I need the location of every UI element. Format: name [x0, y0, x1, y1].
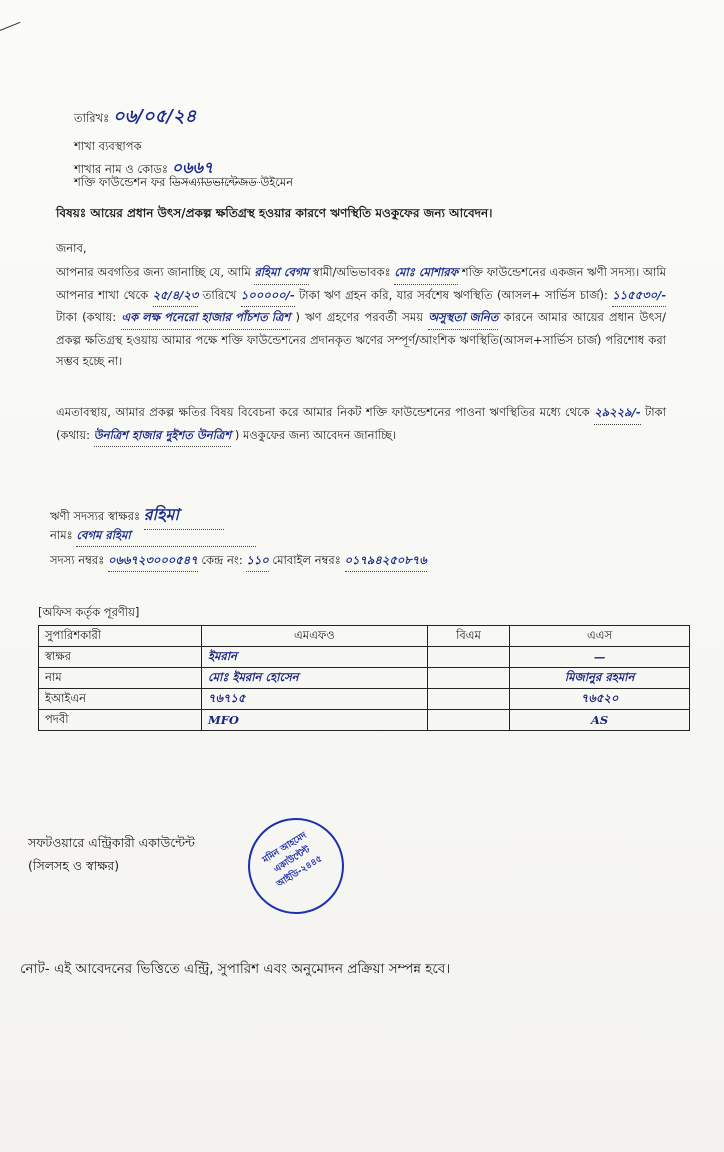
table-row: [39, 689, 690, 710]
p2-text-c: ) মওকুফের জন্য আবেদন জানাচ্ছি।: [234, 427, 397, 442]
cause-handwritten: অসুস্থতা জনিত: [428, 307, 498, 330]
office-col-recommender: সুপারিশকারী: [39, 626, 202, 647]
table-row: [39, 668, 690, 689]
date-label: তারিখঃ: [74, 111, 110, 125]
table-row: [39, 647, 690, 668]
member-number-line: [50, 552, 427, 572]
accountant-seal-stamp: [230, 800, 362, 932]
loan-amount-handwritten: ১০০০০০/-: [241, 285, 295, 308]
row-label-designation: পদবী: [39, 710, 202, 731]
office-table: [38, 625, 690, 731]
mfo-name: মোঃ ইমরান হোসেন: [202, 668, 428, 689]
mfo-designation: MFO: [202, 710, 428, 731]
p1-text-d: তারিখে: [202, 287, 237, 302]
office-col-mfo: এমএফও: [202, 626, 428, 647]
row-label-ein: ইআইএন: [39, 689, 202, 710]
office-col-bm: বিএম: [427, 626, 509, 647]
page-fold-mark: [0, 22, 21, 32]
accountant-seal-note: (সিলসহ ও স্বাক্ষর): [28, 858, 120, 873]
office-header-row: [39, 626, 690, 647]
member-name-handwritten: রহিমা বেগম: [254, 262, 308, 285]
p1-text-e: টাকা ঋণ গ্রহন করি, যার সর্বশেষ ঋণস্থিতি (আসল+ সার্ভিস চার্জ):: [298, 287, 608, 302]
p2-text-a: এমতাবস্থায়, আমার প্রকল্প ক্ষতির বিষয় বিবেচনা করে আমার নিকট শক্তি ফাউন্ডেশনের পাওনা ঋণস্থিতির মধ্যে থেকে: [56, 405, 590, 419]
p1-text-a: আপনার অবগতির জন্য জানাচ্ছি যে, আমি: [56, 265, 251, 279]
p1-text-b: স্বামী/অভিভাবকঃ: [312, 265, 391, 279]
p1-text-g: ) ঋণ গ্রহণের পরবর্তী সময়: [295, 310, 423, 324]
loan-date-handwritten: ২৫/৪/২৩: [153, 285, 199, 308]
member-name-label: নামঃ: [50, 528, 73, 542]
member-sign-label: ঋণী সদস্যর স্বাক্ষরঃ: [50, 509, 141, 523]
office-caption: [অফিস কর্তৃক পূরণীয়]: [38, 605, 140, 619]
bm-designation: [427, 710, 509, 731]
waive-words-handwritten: উনত্রিশ হাজার দুইশত উনত্রিশ: [94, 425, 232, 448]
p2-text-b: টাকা (কথায়:: [56, 405, 666, 442]
mobile-label: মোবাইল নম্বরঃ: [272, 553, 341, 567]
row-label-name: নাম: [39, 668, 202, 689]
balance-handwritten: ১১৫৫৩০/-: [612, 285, 666, 308]
member-signature-line: [50, 502, 224, 530]
as-ein: ৭৬৫২০: [510, 689, 690, 710]
center-value: ১১০: [246, 552, 268, 572]
branch-manager-label: শাখা ব্যবস্থাপক: [74, 139, 142, 153]
branch-code-value: ০৬৬৭: [172, 155, 262, 183]
footer-note: নোট- এই আবেদনের ভিত্তিতে এন্ট্রি, সুপারিশ এবং অনুমোদন প্রক্রিয়া সম্পন্ন হবে।: [20, 961, 451, 977]
mobile-value: ০১৭৯৪২৫০৮৭৬: [345, 552, 427, 572]
center-label: কেন্দ্র নং:: [201, 553, 243, 567]
date-line: [74, 102, 196, 133]
stamp-text: মমিন আহমেদ একাউন্টেন্ট আইডি-২৪৪৫: [261, 830, 325, 890]
mfo-ein: ৭৬৭১৫: [202, 689, 428, 710]
as-designation: AS: [510, 710, 690, 731]
as-name: মিজানুর রহমান: [510, 668, 690, 689]
bm-signature: [427, 647, 509, 668]
bm-ein: [427, 689, 509, 710]
as-signature: —: [510, 647, 690, 668]
guardian-handwritten: মোঃ মোশারফ: [394, 262, 458, 285]
body-paragraph-2: [56, 402, 666, 447]
office-col-as: এএস: [510, 626, 690, 647]
member-name-line: [50, 527, 256, 547]
p1-text-c: শক্তি ফাউন্ডেশনের একজন ঋণী সদস্য। আমি আপনার শাখা থেকে: [56, 265, 666, 302]
member-number-value: ০৬৬৭২৩০০০৫৪৭: [108, 552, 198, 572]
member-number-label: সদস্য নম্বরঃ: [50, 553, 105, 567]
member-signature: রহিমা: [144, 502, 224, 530]
branch-name-code-label: শাখার নাম ও কোডঃ: [74, 162, 169, 176]
p1-text-f: টাকা (কথায়:: [56, 310, 117, 324]
subject-line: বিষয়ঃ আয়ের প্রধান উৎস/প্রকল্প ক্ষতিগ্রস্থ হওয়ার কারণে ঋণস্থিতি মওকুফের জন্য আবেদন।: [56, 206, 493, 220]
organization-line: শক্তি ফাউন্ডেশন ফর ডিসএ্যাডভান্টেজড উইমেন: [74, 175, 294, 189]
mfo-signature: ইমরান: [202, 647, 428, 668]
accountant-label: সফটওয়ারে এন্ট্রিকারী একাউন্টেন্ট: [28, 835, 195, 850]
row-label-signature: স্বাক্ষর: [39, 647, 202, 668]
p1-text-h: কারনে আমার আয়ের প্রধান উৎস/প্রকল্প ক্ষতিগ্রস্থ হওয়ায় আমার পক্ষে শক্তি ফাউন্ডেশনের প্রদানকৃত ঋণের সম্পূর্ণ/আংশিক ঋণস্থিতি(আসল+সার্ভিস চার্জ) পরিশোধ করা সম্ভব হচ্ছে না।: [56, 310, 667, 368]
salutation: জনাব,: [56, 241, 87, 255]
balance-words-handwritten: এক লক্ষ পনেরো হাজার পাঁচশত ত্রিশ: [121, 307, 290, 330]
bm-name: [427, 668, 509, 689]
table-row: [39, 710, 690, 731]
body-paragraph-1: [56, 262, 666, 373]
date-value: ০৬/০৫/২৪: [112, 106, 197, 127]
member-name-value: বেগম রহিমা: [76, 527, 256, 547]
waive-amount-handwritten: ২৯২২৯/-: [594, 402, 640, 425]
